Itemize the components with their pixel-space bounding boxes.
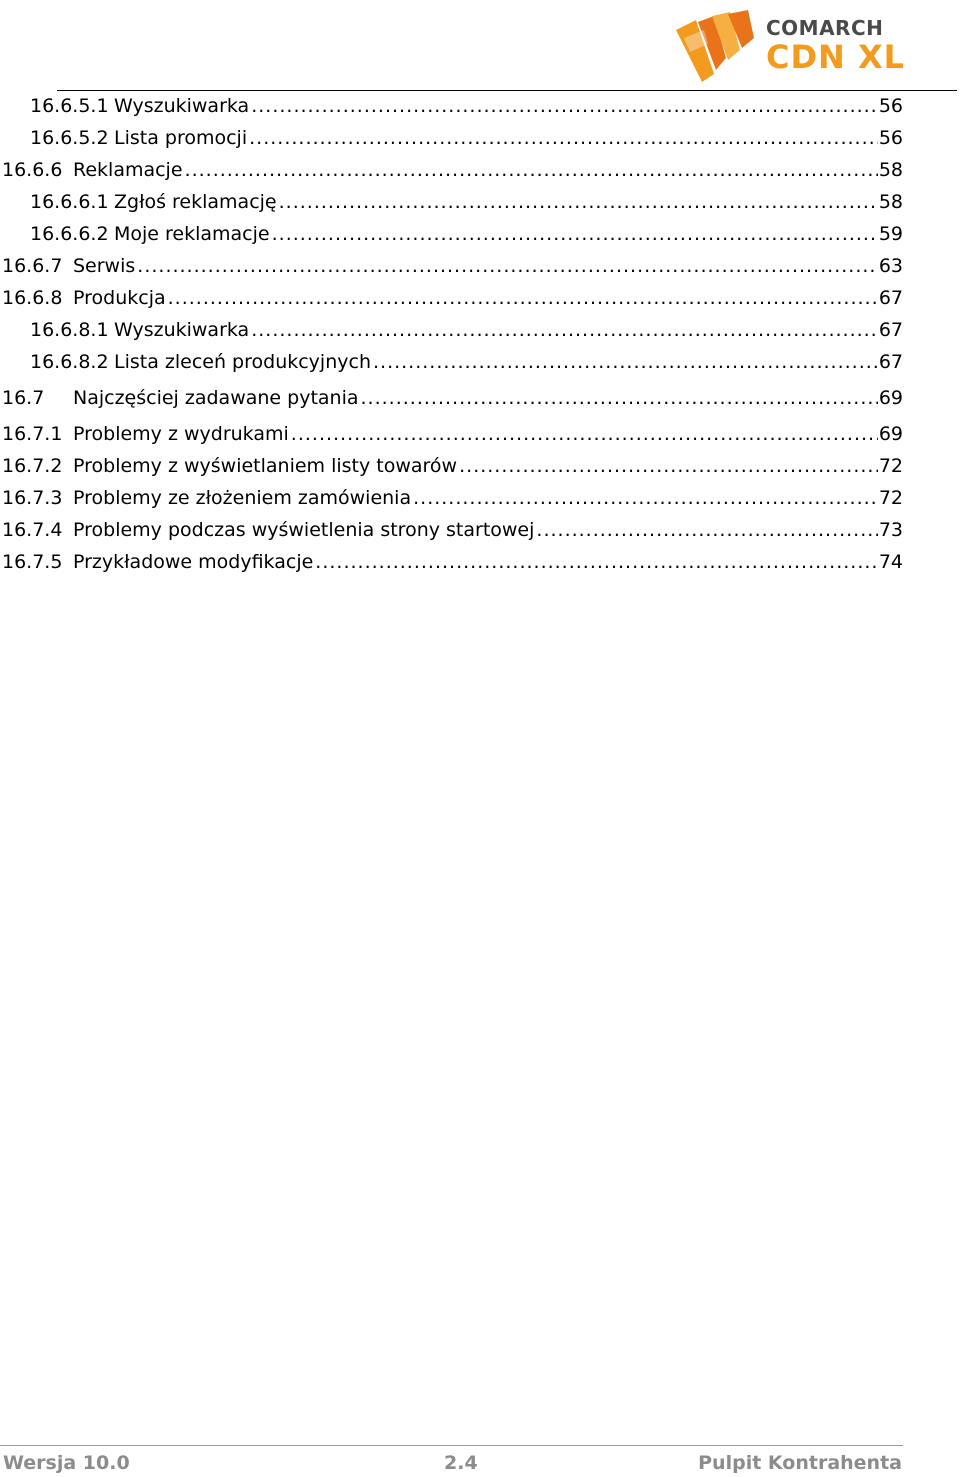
header-divider bbox=[57, 90, 957, 91]
toc-leader-dots bbox=[315, 548, 878, 576]
toc-entry[interactable] bbox=[0, 384, 903, 412]
toc-entry-number: 16.7.5 bbox=[2, 551, 63, 573]
toc-entry[interactable] bbox=[0, 348, 903, 376]
toc-entry-page: 73 bbox=[878, 519, 903, 541]
toc-leader-dots bbox=[272, 220, 878, 248]
toc-entry-page: 67 bbox=[878, 351, 903, 373]
toc-entry[interactable] bbox=[0, 156, 903, 184]
toc-entry[interactable] bbox=[0, 452, 903, 480]
toc-entry-title: Wyszukiwarka bbox=[114, 95, 250, 117]
toc-entry-number: 16.6.5.2 bbox=[30, 127, 109, 149]
toc-entry[interactable] bbox=[0, 124, 903, 152]
footer-version: Wersja 10.0 bbox=[3, 1452, 130, 1474]
toc-entry-title: Produkcja bbox=[73, 287, 166, 309]
toc-leader-dots bbox=[459, 452, 878, 480]
logo-product-text: CDN XL bbox=[766, 38, 906, 76]
toc-entry-number: 16.7.1 bbox=[2, 423, 63, 445]
toc-entry-page: 59 bbox=[878, 223, 903, 245]
toc-entry-title: Serwis bbox=[73, 255, 136, 277]
toc-entry-title: Lista promocji bbox=[114, 127, 248, 149]
logo-mark-icon bbox=[674, 8, 766, 84]
toc-entry-page: 67 bbox=[878, 319, 903, 341]
toc-entry-page: 63 bbox=[878, 255, 903, 277]
toc-entry-page: 56 bbox=[878, 127, 903, 149]
toc-entry[interactable] bbox=[0, 188, 903, 216]
toc-entry-title: Wyszukiwarka bbox=[114, 319, 250, 341]
toc-leader-dots bbox=[291, 420, 878, 448]
toc-entry-number: 16.6.7 bbox=[2, 255, 63, 277]
toc-entry[interactable] bbox=[0, 92, 903, 120]
toc-entry-number: 16.6.6 bbox=[2, 159, 63, 181]
toc-entry-page: 72 bbox=[878, 487, 903, 509]
toc-leader-dots bbox=[279, 188, 878, 216]
toc-entry[interactable] bbox=[0, 284, 903, 312]
footer-section-title: Pulpit Kontrahenta bbox=[698, 1452, 902, 1474]
footer-divider bbox=[0, 1445, 903, 1446]
toc-entry[interactable] bbox=[0, 548, 903, 576]
toc-entry-title: Problemy podczas wyświetlenia strony startowej bbox=[73, 519, 535, 541]
toc-entry-title: Problemy z wyświetlaniem listy towarów bbox=[73, 455, 458, 477]
toc-entry-number: 16.7.4 bbox=[2, 519, 63, 541]
toc-entry-page: 67 bbox=[878, 287, 903, 309]
toc-entry-page: 69 bbox=[878, 423, 903, 445]
toc-entry[interactable] bbox=[0, 220, 903, 248]
toc-entry-page: 74 bbox=[878, 551, 903, 573]
toc-leader-dots bbox=[251, 316, 878, 344]
toc-entry-page: 58 bbox=[878, 159, 903, 181]
toc-leader-dots bbox=[413, 484, 878, 512]
toc-leader-dots bbox=[185, 156, 878, 184]
toc-entry-title: Lista zleceń produkcyjnych bbox=[114, 351, 371, 373]
toc-entry-number: 16.6.8.1 bbox=[30, 319, 109, 341]
comarch-cdn-xl-logo bbox=[674, 8, 906, 84]
footer-page-number: 2.4 bbox=[444, 1452, 478, 1474]
toc-leader-dots bbox=[168, 284, 878, 312]
toc-entry-title: Problemy z wydrukami bbox=[73, 423, 289, 445]
toc-entry[interactable] bbox=[0, 516, 903, 544]
toc-entry[interactable] bbox=[0, 252, 903, 280]
toc-entry-title: Zgłoś reklamację bbox=[114, 191, 277, 213]
toc-leader-dots bbox=[137, 252, 878, 280]
toc-leader-dots bbox=[251, 92, 878, 120]
toc-entry-number: 16.7.2 bbox=[2, 455, 63, 477]
toc-entry[interactable] bbox=[0, 316, 903, 344]
toc-entry-number: 16.6.8 bbox=[2, 287, 63, 309]
toc-entry-number: 16.7.3 bbox=[2, 487, 63, 509]
toc-entry-page: 58 bbox=[878, 191, 903, 213]
toc-entry-title: Moje reklamacje bbox=[114, 223, 270, 245]
toc-entry-number: 16.6.6.1 bbox=[30, 191, 109, 213]
toc-entry-title: Problemy ze złożeniem zamówienia bbox=[73, 487, 412, 509]
toc-entry-number: 16.6.5.1 bbox=[30, 95, 109, 117]
toc-leader-dots bbox=[536, 516, 877, 544]
toc-leader-dots bbox=[249, 124, 878, 152]
toc-entry-title: Najczęściej zadawane pytania bbox=[73, 387, 359, 409]
toc-leader-dots bbox=[361, 384, 878, 412]
toc-entry-title: Przykładowe modyfikacje bbox=[73, 551, 314, 573]
toc-entry-number: 16.6.8.2 bbox=[30, 351, 109, 373]
toc-entry[interactable] bbox=[0, 484, 903, 512]
toc-entry-page: 56 bbox=[878, 95, 903, 117]
toc-entry-number: 16.6.6.2 bbox=[30, 223, 109, 245]
toc-leader-dots bbox=[373, 348, 878, 376]
toc-entry-page: 69 bbox=[878, 387, 903, 409]
toc-entry[interactable] bbox=[0, 420, 903, 448]
toc-entry-number: 16.7 bbox=[2, 387, 45, 409]
toc-entry-page: 72 bbox=[878, 455, 903, 477]
logo-brand-text: COMARCH bbox=[766, 16, 884, 40]
toc-entry-title: Reklamacje bbox=[73, 159, 183, 181]
